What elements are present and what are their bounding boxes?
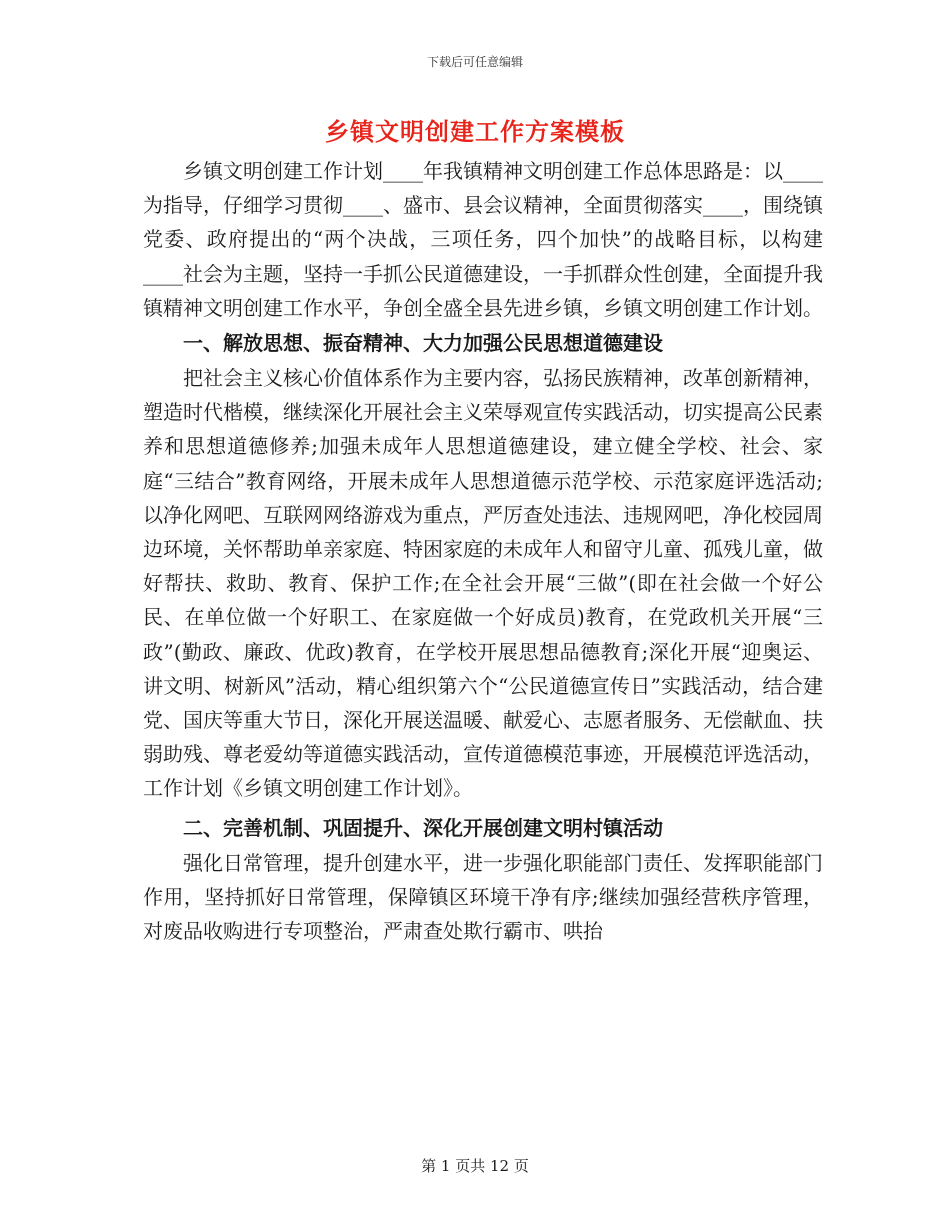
header-note: 下载后可任意编辑 xyxy=(426,55,523,69)
document-body xyxy=(143,154,823,948)
section-2-heading: 二、完善机制、巩固提升、深化开展创建文明村镇活动 xyxy=(183,815,663,840)
page-number: 第 1 页共 12 页 xyxy=(421,1157,529,1175)
section-1-heading: 一、解放思想、振奋精神、大力加强公民思想道德建设 xyxy=(183,331,663,356)
document-title: 乡镇文明创建工作方案模板 xyxy=(325,117,625,146)
intro-paragraph: 乡镇文明创建工作计划____年我镇精神文明创建工作总体思路是：以____为指导，仔细学习贯彻____、盛市、县会议精神，全面贯彻落实____，围绕镇党委、政府提出的“两个决战，三项任务，四个加快”的战略目标，以构建____社会为主题，坚持一手抓公民道德建设，一手抓群众性创建，全面提升我镇精神文明创建工作水平，争创全盛全县先进乡镇，乡镇文明创建工作计划。 xyxy=(143,159,823,320)
section-2-paragraph: 强化日常管理，提升创建水平，进一步强化职能部门责任、发挥职能部门作用，坚持抓好日常管理，保障镇区环境干净有序;继续加强经营秩序管理，对废品收购进行专项整治，严肃查处欺行霸市、哄抬 xyxy=(143,850,823,944)
section-1-paragraph: 把社会主义核心价值体系作为主要内容，弘扬民族精神，改革创新精神，塑造时代楷模，继续深化开展社会主义荣辱观宣传实践活动，切实提高公民素养和思想道德修养;加强未成年人思想道德建设，建立健全学校、社会、家庭“三结合”教育网络，开展未成年人思想道德示范学校、示范家庭评选活动;以净化网吧、互联网网络游戏为重点，严厉查处违法、违规网吧，净化校园周边环境，关怀帮助单亲家庭、特困家庭的未成年人和留守儿童、孤残儿童，做好帮扶、救助、教育、保护工作;在全社会开展“三做”(即在社会做一个好公民、在单位做一个好职工、在家庭做一个好成员)教育，在党政机关开展“三政”(勤政、廉政、优政)教育，在学校开展思想品德教育;深化开展“迎奥运、讲文明、树新风”活动，精心组织第六个“公民道德宣传日”实践活动，结合建党、国庆等重大节日，深化开展送温暖、献爱心、志愿者服务、无偿献血、扶弱助残、尊老爱幼等道德实践活动，宣传道德模范事迹，开展模范评选活动，工作计划《乡镇文明创建工作计划》。 xyxy=(143,366,823,801)
